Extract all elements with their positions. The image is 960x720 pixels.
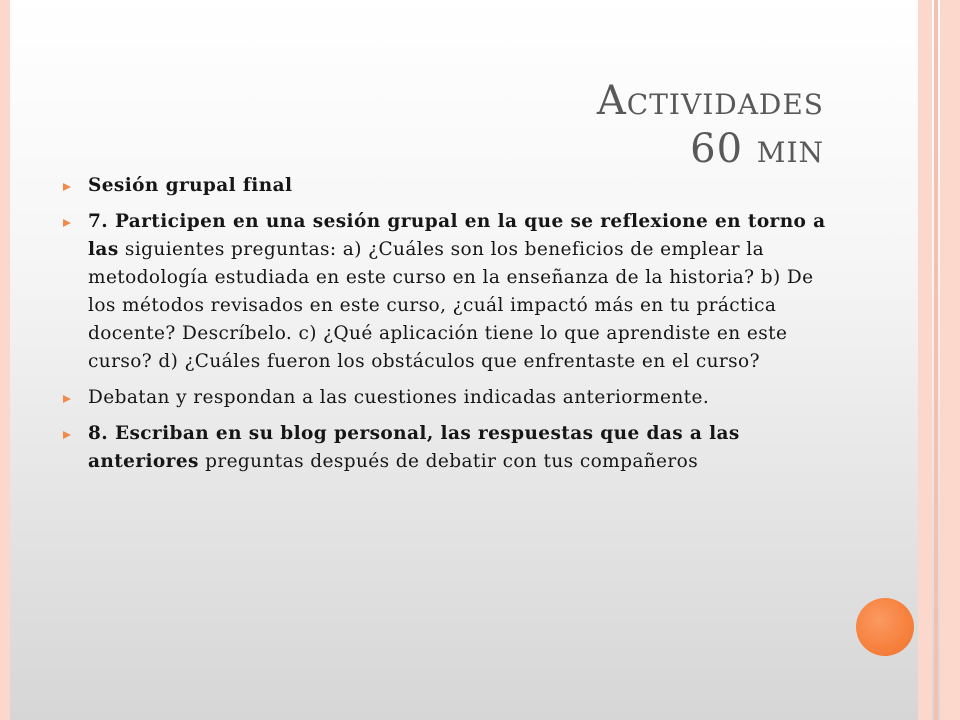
bullet-bold-text: 8. Escriban en su blog personal, las respuestas que das a las anteriores (88, 423, 740, 472)
right-decorative-stripe-outer (940, 0, 960, 720)
bullet-icon (62, 218, 72, 228)
bullet-icon (62, 394, 72, 404)
bullet-text: Debatan y respondan a las cuestiones indicadas anteriormente. (88, 387, 710, 408)
bullet-bold-text: 7. Participen en una sesión grupal en la que se reflexione en torno a las (88, 211, 826, 260)
right-decorative-stripe-thin (934, 0, 938, 720)
slide-title (597, 77, 824, 173)
bullet-icon (62, 430, 72, 440)
bullet-item-debate (62, 384, 836, 412)
title-line-2: 60 min (690, 125, 824, 172)
bullet-text: siguientes preguntas: a) ¿Cuáles son los beneficios de emplear la metodología estudiada en este curso en la enseñanza de la historia? b) De los métodos revisados en este curso, ¿cuál impactó más en tu práctica docente? Descríbelo. c) ¿Qué aplicación tiene lo que aprendiste en este curso? d) ¿Cuáles fueron los obstáculos que enfrentaste en el curso? (88, 239, 814, 372)
bullet-item-activity-7 (62, 208, 836, 376)
bullet-list (62, 172, 836, 484)
bullet-text: preguntas después de debatir con tus compañeros (198, 451, 699, 472)
title-line-1: Actividades (596, 77, 824, 124)
bullet-icon (62, 182, 72, 192)
bullet-item-sesion (62, 172, 836, 200)
right-decorative-stripe (918, 0, 932, 720)
bullet-bold-text: Sesión grupal final (88, 175, 293, 196)
left-decorative-stripe (0, 0, 10, 720)
bullet-item-activity-8 (62, 420, 836, 476)
orange-circle-decoration (856, 598, 914, 656)
